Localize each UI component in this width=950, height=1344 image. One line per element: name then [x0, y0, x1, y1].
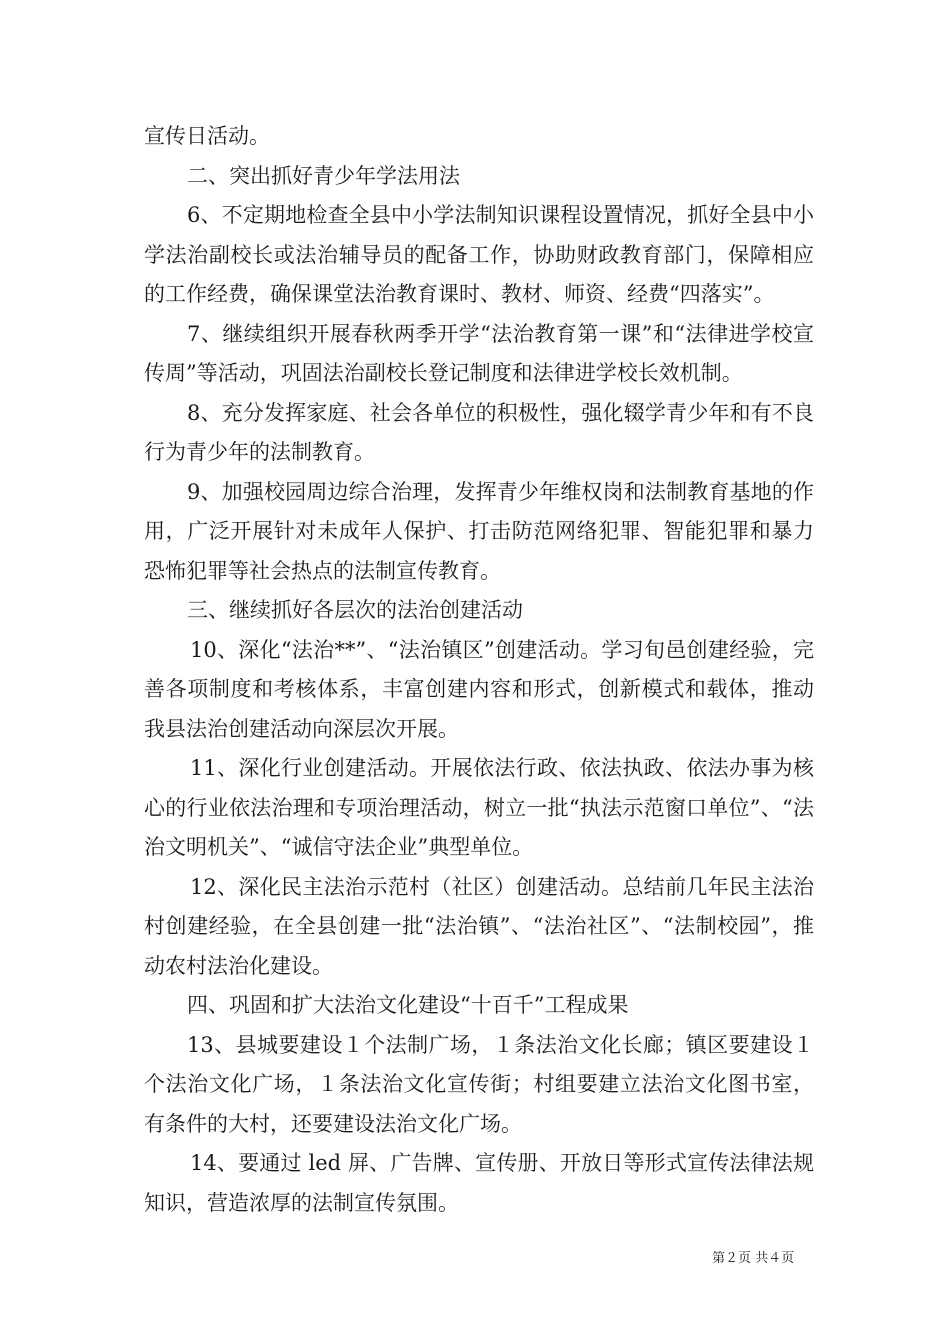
- paragraph-continuation: 宣传日活动。: [144, 124, 270, 148]
- item-6: 6、不定期地检查全县中小学法制知识课程设置情况，抓好全县中小学法治副校长或法治辅导员的配备工作，协助财政教育部门，保障相应的工作经费，确保课堂法治教育课时、教材、师资、经费“四落实”。: [144, 203, 814, 306]
- section-heading-2: 二、突出抓好青少年学法用法: [187, 163, 460, 188]
- document-body: [144, 117, 814, 1223]
- item-14: 14、要通过 led 屏、广告牌、宣传册、开放日等形式宣传法律法规知识，营造浓厚的法制宣传氛围。: [144, 1151, 814, 1215]
- item-7: 7、继续组织开展春秋两季开学“法治教育第一课”和“法律进学校宣传周”等活动，巩固法治副校长登记制度和法律进学校长效机制。: [144, 321, 814, 385]
- page-number: 第２页 共４页: [712, 1251, 795, 1266]
- item-13: 13、县城要建设１个法制广场，１条法治文化长廊；镇区要建设１个法治文化广场，１条法治文化宣传街；村组要建立法治文化图书室，有条件的大村，还要建设法治文化广场。: [144, 1032, 814, 1136]
- item-11: 11、深化行业创建活动。开展依法行政、依法执政、依法办事为核心的行业依法治理和专项治理活动，树立一批“执法示范窗口单位”、“法治文明机关”、“诚信守法企业”典型单位。: [144, 756, 814, 859]
- section-heading-3: 三、继续抓好各层次的法治创建活动: [187, 598, 523, 622]
- item-9: 9、加强校园周边综合治理，发挥青少年维权岗和法制教育基地的作用，广泛开展针对未成年人保护、打击防范网络犯罪、智能犯罪和暴力恐怖犯罪等社会热点的法制宣传教育。: [144, 479, 814, 583]
- item-10: 10、深化“法治**”、“法治镇区”创建活动。学习旬邑创建经验，完善各项制度和考核体系，丰富创建内容和形式，创新模式和载体，推动我县法治创建活动向深层次开展。: [144, 637, 814, 741]
- section-heading-4: 四、巩固和扩大法治文化建设“十百千”工程成果: [187, 993, 629, 1017]
- item-8: 8、充分发挥家庭、社会各单位的积极性，强化辍学青少年和有不良行为青少年的法制教育。: [144, 400, 814, 464]
- item-12: 12、深化民主法治示范村（社区）创建活动。总结前几年民主法治村创建经验，在全县创建一批“法治镇”、“法治社区”、“法制校园”，推动农村法治化建设。: [144, 874, 814, 978]
